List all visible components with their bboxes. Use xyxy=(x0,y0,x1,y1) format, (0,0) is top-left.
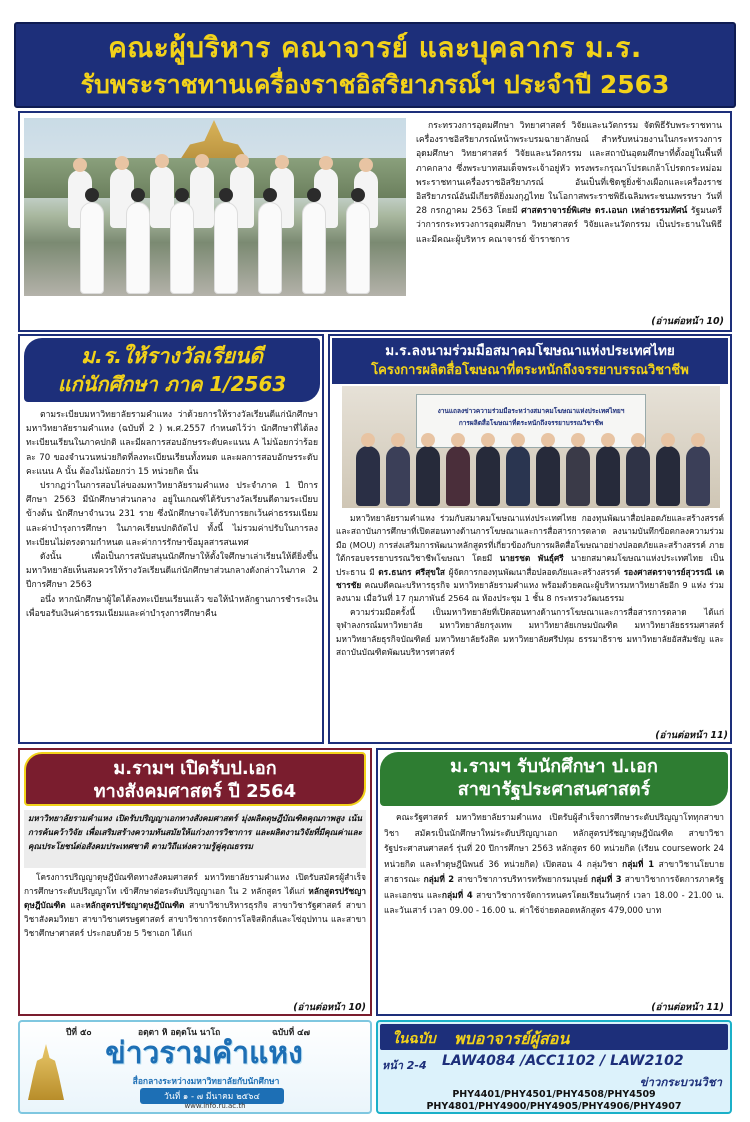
phd-social-intro: มหาวิทยาลัยรามคำแหง เปิดรับปริญญาเอกทางสังคมศาสตร์ มุ่งผลิตดุษฎีบัณฑิตคุณภาพสูง เน้นการค้นคว้าวิจัย เพื่อเสริมสร้างความทันสมัยให้แก่วงการวิชาการ และผลิตงานวิจัยที่มีคุณค่าและคุณประโยชน์ต่อสังคมประเทศชาติ ตามวิถีแห่งความรู้คู่คุณธรรม xyxy=(24,810,366,868)
top-article-continue[interactable]: (อ่านต่อหน้า 10) xyxy=(651,316,724,327)
masthead-motto: อตฺตา หิ อตฺตโน นาโถ xyxy=(138,1028,221,1038)
mou-banner-line2: การผลิตสื่อโฆษณาที่ตระหนักถึงจรรยาบรรณวิชาชีพ xyxy=(458,419,604,427)
masthead-subtitle: สื่อกลางระหว่างมหาวิทยาลัยกับนักศึกษา xyxy=(132,1077,280,1087)
left-article-header: ม.ร.ให้รางวัลเรียนดี แก่นักศึกษา ภาค 1/2563 xyxy=(24,338,320,402)
masthead-date: วันที่ ๑ - ๗ มีนาคม ๒๕๖๔ xyxy=(140,1088,284,1104)
header-title-line1: คณะผู้บริหาร คณาจารย์ และบุคลากร ม.ร. xyxy=(108,31,642,64)
course-news-label: ข่าวกระบวนวิชา xyxy=(639,1075,722,1089)
inside-issue xyxy=(376,1020,732,1114)
ceremony-photo xyxy=(24,118,406,296)
mou-photo xyxy=(342,386,720,508)
masthead-issue: ฉบับที่ ๔๗ xyxy=(272,1028,310,1038)
masthead-url[interactable]: www.info.ru.ac.th xyxy=(184,1102,246,1110)
inside-title: พบอาจารย์ผู้สอน xyxy=(454,1029,570,1048)
masthead-year: ปีที่ ๕๐ xyxy=(66,1028,92,1038)
right-article-body: มหาวิทยาลัยรามคำแหง ร่วมกับสมาคมโฆษณาแห่งประเทศไทย กองทุนพัฒนาสื่อปลอดภัยและสร้างสรรค์ และสถาบันการศึกษาที่เปิดสอนทางด้านการโฆษณาและการสื่อสารการตลาด ลงนามบันทึกข้อตกลงความร่วมมือ (MOU) การส่งเสริมการพัฒนาหลักสูตรที่เกี่ยวข้องกับการผลิตสื่อโฆษณาอย่างปลอดภัยและสร้างสรรค์ ภายใต้กรอบจรรยาบรรณวิชาชีพโฆษณา โดยมี นายรชต พันธุ์ศรี นายกสมาคมโฆษณาแห่งประเทศไทย เป็นประธาน มี ดร.ธนกร ศรีสุขใส ผู้จัดการกองทุนพัฒนาสื่อปลอดภัยและสร้างสรรค์ รองศาสตราจารย์สุวรรณี เตชารชัย คณบดีคณะบริหารธุรกิจ มหาวิทยาลัยรามคำแหง พร้อมด้วยคณะผู้บริหารมหาวิทยาลัยอีก 9 แห่ง ร่วมลงนาม เมื่อวันที่ 17 กุมภาพันธ์ 2564 ณ ห้องประชุม 1 ชั้น 8 กระทรวงวัฒนธรรม ความร่วมมือครั้งนี้ เป็นมหาวิทยาลัยที่เปิดสอนทางด้านการโฆษณาและการสื่อสารการตลาด ได้แก่ จุฬาลงกรณ์มหาวิทยาลัย มหาวิทยาลัยกรุงเทพ มหาวิทยาลัยเกษมบัณฑิต มหาวิทยาลัยธรรมศาสตร์ มหาวิทยาลัยธุรกิจบัณฑิตย์ มหาวิทยาลัยรังสิต มหาวิทยาลัยศรีปทุม ธรรมาธิราช มหาวิทยาลัยอัสสัมชัญ และสถาบันบัณฑิตพัฒนบริหารศาสตร์ xyxy=(336,513,724,658)
right-article-header: ม.ร.ลงนามร่วมมือสมาคมโฆษณาแห่งประเทศไทย โครงการผลิตสื่อโฆษณาที่ตระหนักถึงจรรยาบรรณวิชาชีพ xyxy=(332,338,728,384)
phd-social-continue[interactable]: (อ่านต่อหน้า 10) xyxy=(293,1002,366,1013)
course-list-line1[interactable]: PHY4401/PHY4501/PHY4508/PHY4509 xyxy=(452,1089,656,1100)
phd-public-header: ม.รามฯ รับนักศึกษา ป.เอก สาขารัฐประศาสนศาสตร์ xyxy=(380,752,728,806)
top-article-body: กระทรวงการอุดมศึกษา วิทยาศาสตร์ วิจัยและนวัตกรรม จัดพิธีรับพระราชทานเครื่องราชอิสริยาภรณ์หน้าพระบรมฉายาลักษณ์ สำหรับหน่วยงานในกระทรวงการอุดมศึกษา วิทยาศาสตร์ วิจัยและนวัตกรรม และสถาบันอุดมศึกษาที่ตั้งอยู่ในพื้นที่ภาคกลาง ซึ่งพระบาทสมเด็จพระเจ้าอยู่หัว ทรงพระกรุณาโปรดเกล้าโปรดกระหม่อมพระราชทานเครื่องราชอิสริยาภรณ์ อันเป็นที่เชิดชูยิ่งช้างเผือกและเครื่องราชอิสริยาภรณ์อันมีเกียรติยิ่งมงกุฎไทย ในโอกาสพระราชพิธีเฉลิมพระชนมพรรษา วันที่ 28 กรกฎาคม 2563 โดยมี ศาสตราจารย์พิเศษ ดร.เอนก เหล่าธรรมทัศน์ รัฐมนตรีว่าการกระทรวงการอุดมศึกษา วิทยาศาสตร์ วิจัยและนวัตกรรม เป็นประธานในพิธี และมีคณะผู้บริหาร คณาจารย์ ข้าราชการ xyxy=(416,121,722,245)
phd-public-body: คณะรัฐศาสตร์ มหาวิทยาลัยรามคำแหง เปิดรับผู้สำเร็จการศึกษาระดับปริญญาโททุกสาขาวิชา สมัครเป็นนักศึกษาใหม่ระดับปริญญาเอก หลักสูตรปรัชญาดุษฎีบัณฑิต สาขาวิชารัฐประศาสนศาสตร์ รุ่นที่ 20 ปีการศึกษา 2563 หลักสูตร 60 หน่วยกิต (เรียน coursework 24 หน่วยกิต และทำดุษฎีนิพนธ์ 36 หน่วยกิต) เปิดสอน 4 กลุ่มวิชา กลุ่มที่ 1 สาขาวิชานโยบายสาธารณะ กลุ่มที่ 2 สาขาวิชาการบริหารทรัพยากรมนุษย์ กลุ่มที่ 3 สาขาวิชาการจัดการภาครัฐและเอกชน และกลุ่มที่ 4 สาขาวิชาการจัดการหนครโดยเรียนวันศุกร์ เวลา 18.00 - 21.00 น. และวันเสาร์ เวลา 09.00 - 16.00 น. ค่าใช้จ่ายตลอดหลักสูตร 479,000 บาท xyxy=(384,812,724,915)
inside-courses[interactable]: LAW4084 /ACC1102 / LAW2102 xyxy=(442,1053,684,1069)
phd-social-body: โครงการปริญญาดุษฎีบัณฑิตทางสังคมศาสตร์ มหาวิทยาลัยรามคำแหง เปิดรับสมัครผู้สำเร็จการศึกษาระดับปริญญาโท เข้าศึกษาต่อระดับปริญญาเอก ใน 2 หลักสูตร ได้แก่ หลักสูตรปรัชญาดุษฎีบัณฑิต และหลักสูตรปรัชญาดุษฎีบัณฑิต สาขาวิชาบริหารธุรกิจ สาขาวิชารัฐศาสตร์ สาขาวิชาสังคมวิทยา สาขาวิชาเศรษฐศาสตร์ สาขาวิชาการจัดการโลจิสติกส์และโซ่อุปทาน และสาขาวิชาศึกษาศาสตร์ ประกอบด้วย 5 วิชาเอก ได้แก่ xyxy=(24,872,366,938)
inside-label: ในฉบับ xyxy=(392,1031,436,1047)
masthead-title: ข่าวรามคำแหง xyxy=(105,1036,303,1071)
masthead xyxy=(18,1020,372,1114)
course-list-line2[interactable]: PHY4801/PHY4900/PHY4905/PHY4906/PHY4907 xyxy=(426,1101,682,1112)
left-article-body: ตามระเบียบมหาวิทยาลัยรามคำแหง ว่าด้วยการให้รางวัลเรียนดีแก่นักศึกษามหาวิทยาลัยรามคำแหง (ฉบับที่ 2 ) พ.ศ.2557 กำหนดไว้ว่า นักศึกษาที่ได้ลงทะเบียนเรียนในภาคปกติ และมีผลการสอบอักษรระดับคะแนน A ไม่น้อยกว่าร้อยละ 70 ของจำนวนหน่วยกิตที่ลงทะเบียนเรียนทั้งหมด และผลการสอบอักษรระดับคะแนน A นั้น ต้องไม่น้อยกว่า 15 หน่วยกิต นั้น ปรากฏว่าในการสอบไล่ของมหาวิทยาลัยรามคำแหง ประจำภาค 1 ปีการศึกษา 2563 มีนักศึกษาส่วนกลาง อยู่ในเกณฑ์ได้รับรางวัลเรียนดีตามระเบียบข้างต้น นักศึกษาจำนวน 231 ราย ซึ่งนักศึกษาจะได้รับการยกเว้นค่าธรรมเนียมและค่าบำรุงการศึกษา ในภาคเรียนปกติถัดไป ทั้งนี้ ไม่รวมค่าปรับในการลงทะเบียนไม่ตรงตามกำหนด และค่าการรักษาข้อมูลสารสนเทศ ดังนั้น เพื่อเป็นการสนับสนุนนักศึกษาให้ตั้งใจศึกษาเล่าเรียนให้ดียิ่งขึ้น มหาวิทยาลัยเห็นสมควรให้รางวัลเรียนดีแก่นักศึกษาส่วนกลางดังกล่าวในภาค 2 ปีการศึกษา 2563 อนึ่ง หากนักศึกษาผู้ใดได้ลงทะเบียนเรียนแล้ว ขอให้นำหลักฐานการชำระเงินเพื่อขอรับเงินค่าธรรมเนียมและค่าบำรุงการศึกษาคืน xyxy=(26,410,318,619)
inside-title-bar xyxy=(380,1024,728,1050)
masthead-emblem xyxy=(28,1044,64,1100)
mou-banner-line1: งานแถลงข่าวความร่วมมือระหว่างสมาคมโฆษณาแห่งประเทศไทยฯ xyxy=(437,407,625,415)
phd-social-header: ม.รามฯ เปิดรับป.เอก ทางสังคมศาสตร์ ปี 2564 xyxy=(24,752,366,806)
inside-page-ref: หน้า 2-4 xyxy=(382,1059,427,1072)
header-title-line2: รับพระราชทานเครื่องราชอิสริยาภรณ์ฯ ประจำปี 2563 xyxy=(80,70,670,99)
right-article-continue[interactable]: (อ่านต่อหน้า 11) xyxy=(655,730,728,741)
phd-public-continue[interactable]: (อ่านต่อหน้า 11) xyxy=(651,1002,724,1013)
header-banner xyxy=(14,22,736,108)
